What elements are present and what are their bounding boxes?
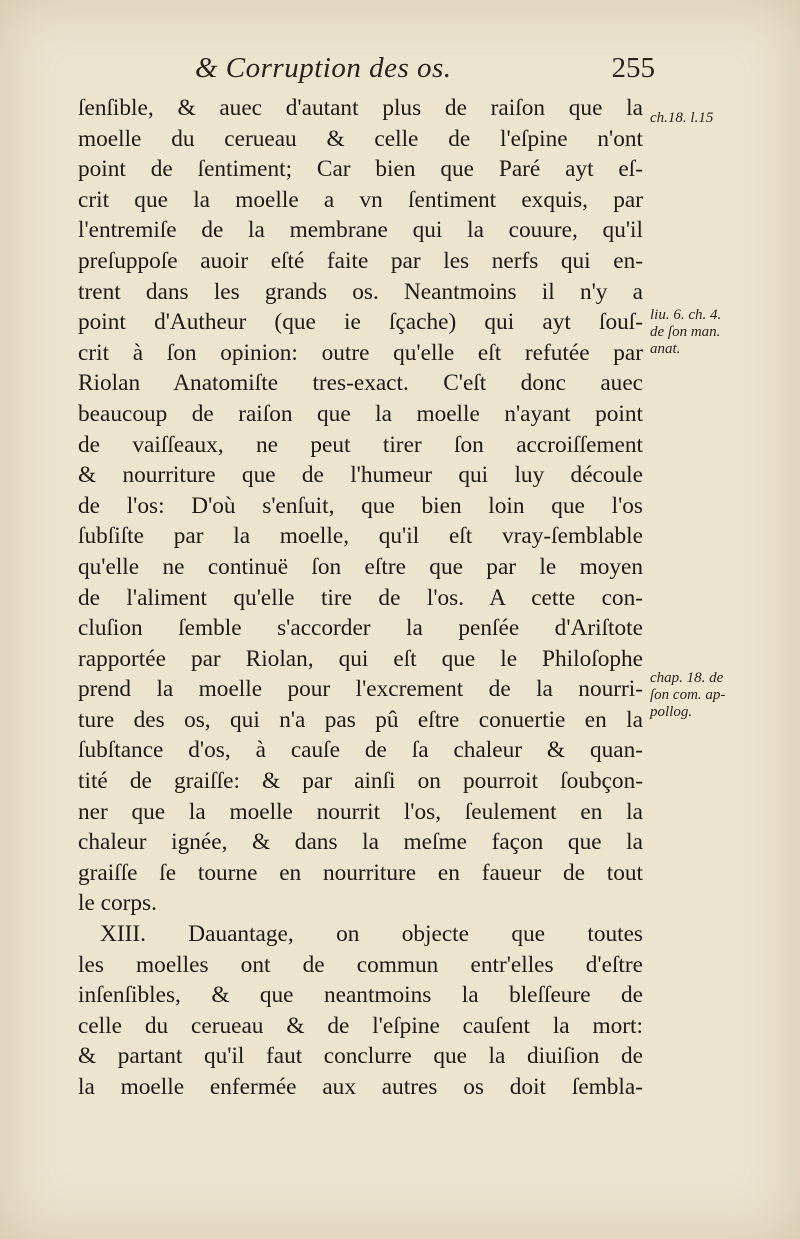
body-text [78, 93, 643, 1103]
text-line: beaucoup de raiſon que la moelle n'ayant point [78, 400, 643, 427]
text-line: moelle du cerueau & celle de l'eſpine n'ont [78, 125, 643, 152]
section-heading-line: XIII. Dauantage, on objecte que toutes [100, 921, 643, 948]
text-line: ture des os, qui n'a pas pû eſtre conuertie en la [78, 706, 643, 733]
text-line: preſuppoſe auoir eſté faite par les nerfs qui en- [78, 247, 643, 274]
text-line: ner que la moelle nourrit l'os, ſeulement en la [78, 798, 643, 825]
margin-note-line: ch.18. l.15 [650, 110, 714, 126]
text-line: ſubſtance d'os, à cauſe de ſa chaleur & quan- [78, 737, 643, 764]
margin-note-line: pollog. [650, 704, 693, 720]
text-line: de l'aliment qu'elle tire de l'os. A cette con- [78, 584, 643, 611]
text-line: ſenſible, & auec d'autant plus de raiſon que la [78, 95, 643, 121]
page-number: 255 [611, 52, 655, 84]
margin-note [650, 307, 721, 358]
text-line: ſubſiſte par la moelle, qu'il eſt vray-ſemblable [78, 523, 643, 550]
margin-note [650, 670, 725, 721]
page-header [195, 48, 655, 98]
text-line: inſenſibles, & que neantmoins la bleſſeure de [78, 982, 643, 1009]
margin-note [650, 110, 713, 127]
text-line: trent dans les grands os. Neantmoins il n'y a [78, 278, 643, 305]
text-line: point de ſentiment; Car bien que Paré ayt eſ- [78, 156, 643, 183]
text-line: qu'elle ne continuë ſon eſtre que par le moyen [78, 553, 643, 580]
text-line: Riolan Anatomiſte tres-exact. C'eſt donc auec [78, 370, 643, 397]
text-line: rapportée par Riolan, qui eſt que le Philoſophe [78, 645, 643, 672]
text-line: graiſſe ſe tourne en nourriture en faueur de tout [78, 859, 643, 886]
running-title: & Corruption des os. [195, 52, 452, 84]
margin-note-line: ſon com. ap- [650, 687, 726, 703]
text-line: celle du cerueau & de l'eſpine cauſent la mort: [78, 1012, 643, 1039]
text-line: l'entremiſe de la membrane qui la couure, qu'il [78, 217, 643, 244]
margin-note-line: de ſon man. [650, 324, 721, 340]
text-line: & nourriture que de l'humeur qui luy découle [78, 462, 643, 489]
margin-notes [650, 0, 790, 1239]
text-line: prend la moelle pour l'excrement de la nourri- [78, 676, 643, 703]
text-line: cluſion ſemble s'accorder la penſée d'Ariſtote [78, 615, 643, 642]
margin-note-line: liu. 6. ch. 4. [650, 307, 722, 323]
text-line: point d'Autheur (que ie ſçache) qui ayt ſouſ- [78, 309, 643, 336]
text-line: & partant qu'il faut conclurre que la diuiſion de [78, 1043, 643, 1070]
text-line: de l'os: D'où s'enſuit, que bien loin que l'os [78, 492, 643, 519]
text-line: crit que la moelle a vn ſentiment exquis, par [78, 186, 643, 213]
margin-note-line: chap. 18. de [650, 670, 724, 686]
text-line: crit à ſon opinion: outre qu'elle eſt refutée par [78, 339, 643, 366]
text-line: chaleur ignée, & dans la meſme façon que la [78, 829, 643, 856]
margin-note-line: anat. [650, 341, 681, 357]
text-line: la moelle enfermée aux autres os doit ſembla- [78, 1074, 643, 1100]
text-line: de vaiſſeaux, ne peut tirer ſon accroiſſement [78, 431, 643, 458]
text-line: tité de graiſſe: & par ainſi on pourroit ſoubçon- [78, 768, 643, 795]
text-line: les moelles ont de commun entr'elles d'eſtre [78, 951, 643, 978]
text-line: le corps. [78, 890, 157, 917]
